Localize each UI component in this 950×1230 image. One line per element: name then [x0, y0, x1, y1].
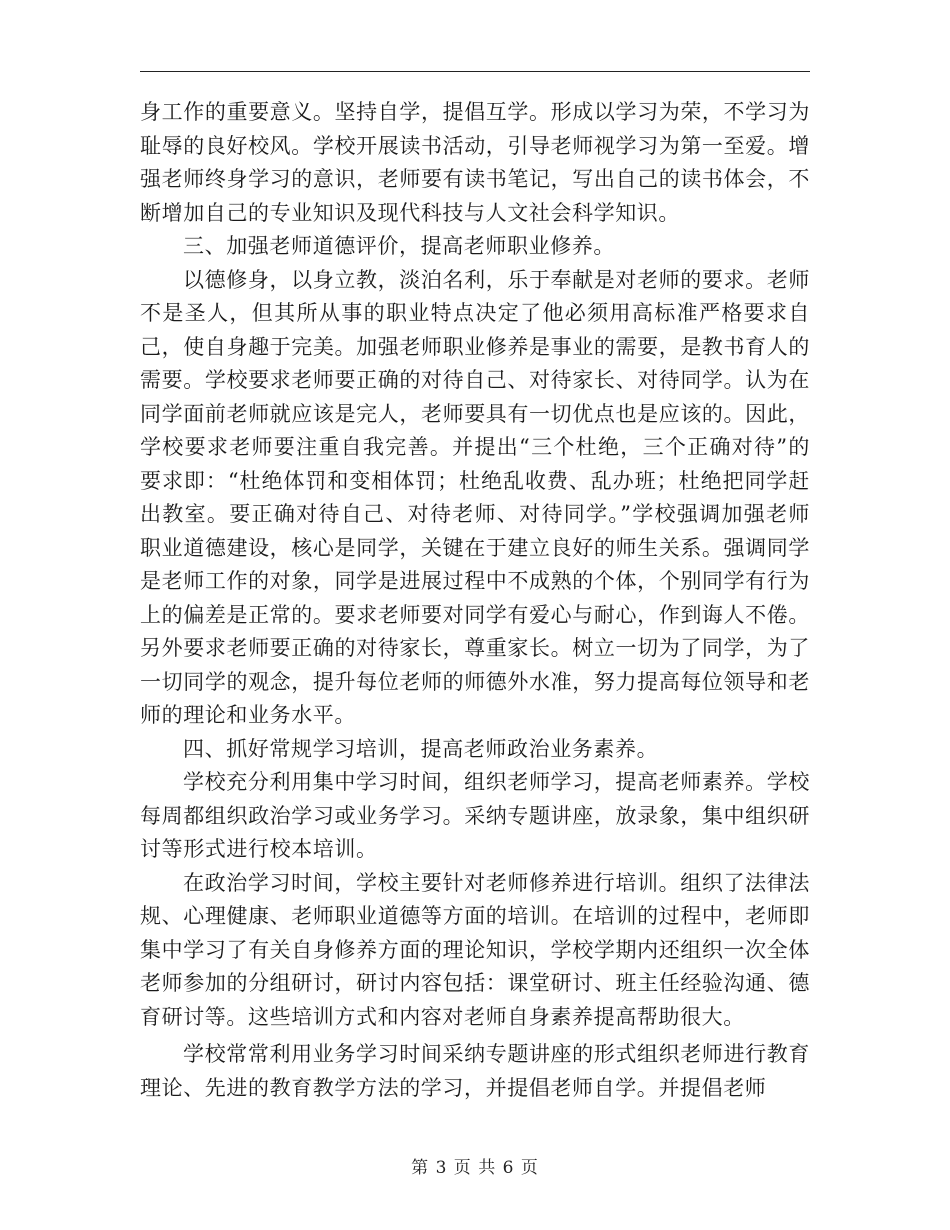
document-body [140, 96, 810, 1105]
paragraph-political-study: 在政治学习时间，学校主要针对老师修养进行培训。组织了法律法规、心理健康、老师职业道德等方面的培训。在培训的过程中，老师即集中学习了有关自身修养方面的理论知识，学校学期内还组织一次全体老师参加的分组研讨，研讨内容包括：课堂研讨、班主任经验沟通、德育研讨等。这些培训方式和内容对老师自身素养提高帮助很大。 [140, 870, 810, 1029]
section-heading-4: 四、抓好常规学习培训，提高老师政治业务素养。 [183, 736, 659, 761]
paragraph-continuation: 身工作的重要意义。坚持自学，提倡互学。形成以学习为荣，不学习为耻辱的良好校风。学校开展读书活动，引导老师视学习为第一至爱。增强老师终身学习的意识，老师要有读书笔记，写出自己的读书体会，不断增加自己的专业知识及现代科技与人文社会科学知识。 [140, 100, 810, 225]
page-footer: 第 3 页 共 6 页 [411, 1158, 539, 1178]
paragraph-ethics: 以德修身，以身立教，淡泊名利，乐于奉献是对老师的要求。老师不是圣人，但其所从事的职业特点决定了他必须用高标准严格要求自己，使自身趣于完美。加强老师职业修养是事业的需要，是教书育人的需要。学校要求老师要正确的对待自己、对待家长、对待同学。认为在同学面前老师就应该是完人，老师要具有一切优点也是应该的。因此，学校要求老师要注重自我完善。并提出“三个杜绝，三个正确对待”的要求即：“杜绝体罚和变相体罚；杜绝乱收费、乱办班；杜绝把同学赶出教室。要正确对待自己、对待老师、对待同学。”学校强调加强老师职业道德建设，核心是同学，关键在于建立良好的师生关系。强调同学是老师工作的对象，同学是进展过程中不成熟的个体，个别同学有行为上的偏差是正常的。要求老师要对同学有爱心与耐心，作到诲人不倦。另外要求老师要正确的对待家长，尊重家长。树立一切为了同学，为了一切同学的观念，提升每位老师的师德外水准，努力提高每位领导和老师的理论和业务水平。 [140, 267, 810, 727]
paragraph-business-study: 学校常常利用业务学习时间采纳专题讲座的形式组织老师进行教育理论、先进的教育教学方法的学习，并提倡老师自学。并提倡老师 [140, 1042, 810, 1100]
header-rule [140, 71, 810, 72]
section-heading-3: 三、加强老师道德评价，提高老师职业修养。 [183, 234, 615, 258]
paragraph-training: 学校充分利用集中学习时间，组织老师学习，提高老师素养。学校每周都组织政治学习或业务学习。采纳专题讲座，放录象，集中组织研讨等形式进行校本培训。 [140, 770, 810, 861]
